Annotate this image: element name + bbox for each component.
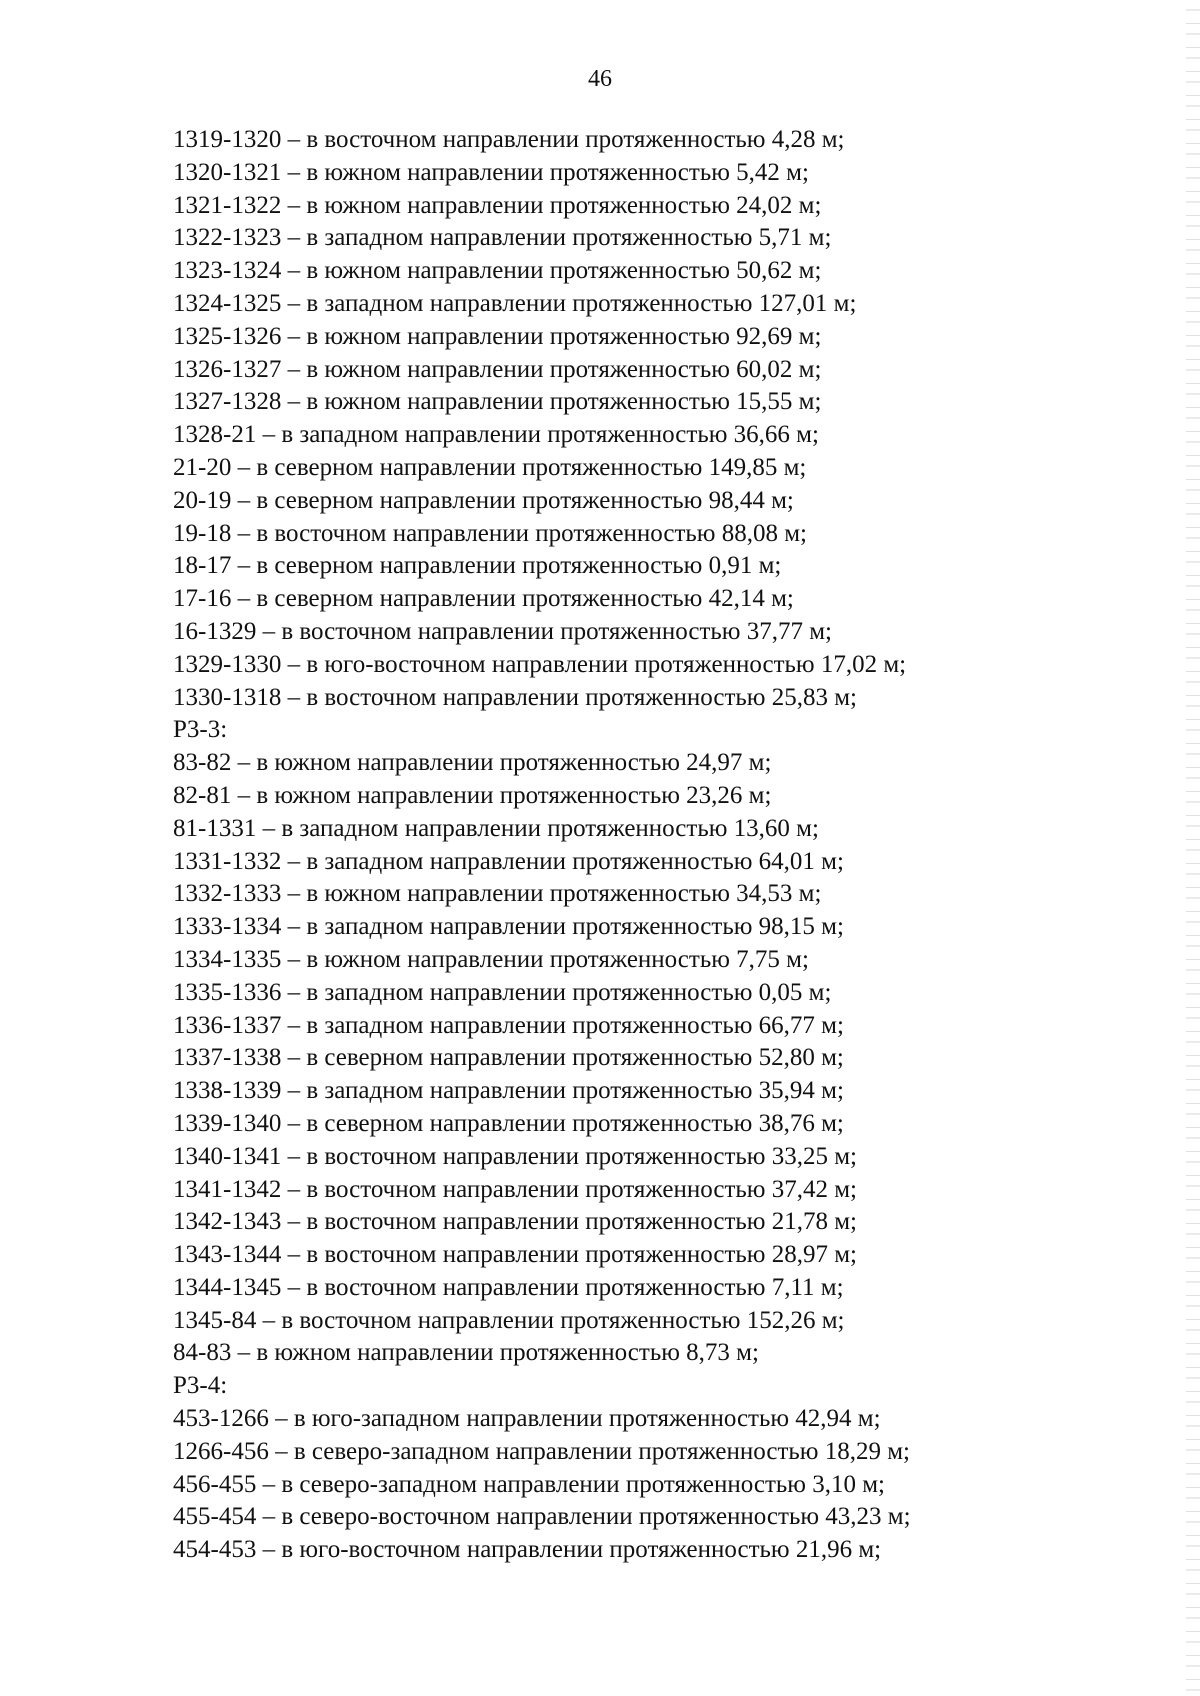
boundary-segment-line: 1328-21 – в западном направлении протяженностью 36,66 м; — [173, 421, 819, 449]
boundary-segment-line: 1341-1342 – в восточном направлении протяженностью 37,42 м; — [173, 1175, 857, 1203]
boundary-segment-line: 1338-1339 – в западном направлении протяженностью 35,94 м; — [173, 1077, 844, 1105]
boundary-segment-line: 1339-1340 – в северном направлении протяженностью 38,76 м; — [173, 1109, 844, 1137]
boundary-segment-line: 1319-1320 – в восточном направлении протяженностью 4,28 м; — [173, 126, 845, 153]
boundary-segment-line: 1320-1321 – в южном направлении протяженностью 5,42 м; — [173, 158, 809, 186]
boundary-segment-line: 1335-1336 – в западном направлении протяженностью 0,05 м; — [173, 978, 832, 1006]
boundary-segment-line: 19-18 – в восточном направлении протяженностью 88,08 м; — [173, 519, 807, 547]
boundary-segment-line: 83-82 – в южном направлении протяженностью 24,97 м; — [173, 749, 772, 777]
boundary-segment-line: 456-455 – в северо-западном направлении протяженностью 3,10 м; — [173, 1470, 885, 1498]
boundary-segment-line: 16-1329 – в восточном направлении протяженностью 37,77 м; — [173, 617, 832, 645]
boundary-segment-line: 1337-1338 – в северном направлении протяженностью 52,80 м; — [173, 1044, 844, 1072]
boundary-segment-line: 82-81 – в южном направлении протяженностью 23,26 м; — [173, 781, 772, 809]
boundary-segment-line: 1321-1322 – в южном направлении протяженностью 24,02 м; — [173, 191, 822, 219]
boundary-segment-line: 1344-1345 – в восточном направлении протяженностью 7,11 м; — [173, 1273, 844, 1301]
section-heading: Р3-4: — [173, 1372, 228, 1400]
section-heading: Р3-3: — [173, 716, 228, 744]
boundary-segment-line: 1330-1318 – в восточном направлении протяженностью 25,83 м; — [173, 683, 857, 711]
boundary-segment-line: 1343-1344 – в восточном направлении протяженностью 28,97 м; — [173, 1241, 857, 1269]
boundary-segment-line: 1340-1341 – в восточном направлении протяженностью 33,25 м; — [173, 1142, 857, 1170]
boundary-segment-line: 455-454 – в северо-восточном направлении протяженностью 43,23 м; — [173, 1503, 911, 1531]
boundary-segment-line: 453-1266 – в юго-западном направлении протяженностью 42,94 м; — [173, 1405, 881, 1433]
boundary-segment-line: 454-453 – в юго-восточном направлении протяженностью 21,96 м; — [173, 1536, 882, 1564]
boundary-segment-line: 1325-1326 – в южном направлении протяженностью 92,69 м; — [173, 322, 822, 350]
boundary-segment-line: 1329-1330 – в юго-восточном направлении протяженностью 17,02 м; — [173, 650, 907, 678]
boundary-segment-line: 1327-1328 – в южном направлении протяженностью 15,55 м; — [173, 388, 822, 416]
boundary-segment-line: 1331-1332 – в западном направлении протяженностью 64,01 м; — [173, 847, 844, 875]
boundary-segment-line: 1324-1325 – в западном направлении протяженностью 127,01 м; — [173, 289, 857, 317]
boundary-segment-line: 1332-1333 – в южном направлении протяженностью 34,53 м; — [173, 880, 822, 908]
scan-edge-artifact — [1186, 0, 1200, 1696]
boundary-segment-line: 17-16 – в северном направлении протяженностью 42,14 м; — [173, 585, 794, 613]
boundary-segment-line: 20-19 – в северном направлении протяженностью 98,44 м; — [173, 486, 794, 514]
boundary-segment-line: 18-17 – в северном направлении протяженностью 0,91 м; — [173, 552, 782, 580]
boundary-segment-line: 1333-1334 – в западном направлении протяженностью 98,15 м; — [173, 913, 844, 941]
boundary-segment-line: 1345-84 – в восточном направлении протяженностью 152,26 м; — [173, 1306, 845, 1334]
boundary-segment-line: 21-20 – в северном направлении протяженностью 149,85 м; — [173, 453, 807, 481]
boundary-segment-line: 81-1331 – в западном направлении протяженностью 13,60 м; — [173, 814, 819, 842]
boundary-segment-line: 1266-456 – в северо-западном направлении протяженностью 18,29 м; — [173, 1437, 910, 1465]
boundary-segment-line: 1336-1337 – в западном направлении протяженностью 66,77 м; — [173, 1011, 844, 1039]
boundary-segment-line: 1322-1323 – в западном направлении протяженностью 5,71 м; — [173, 224, 832, 252]
boundary-segment-line: 1326-1327 – в южном направлении протяженностью 60,02 м; — [173, 355, 822, 383]
document-body — [173, 124, 1103, 1567]
page-number: 46 — [588, 66, 612, 92]
boundary-segment-line: 1342-1343 – в восточном направлении протяженностью 21,78 м; — [173, 1208, 857, 1236]
boundary-segment-line: 1323-1324 – в южном направлении протяженностью 50,62 м; — [173, 257, 822, 285]
boundary-segment-line: 84-83 – в южном направлении протяженностью 8,73 м; — [173, 1339, 759, 1367]
boundary-segment-line: 1334-1335 – в южном направлении протяженностью 7,75 м; — [173, 945, 809, 973]
